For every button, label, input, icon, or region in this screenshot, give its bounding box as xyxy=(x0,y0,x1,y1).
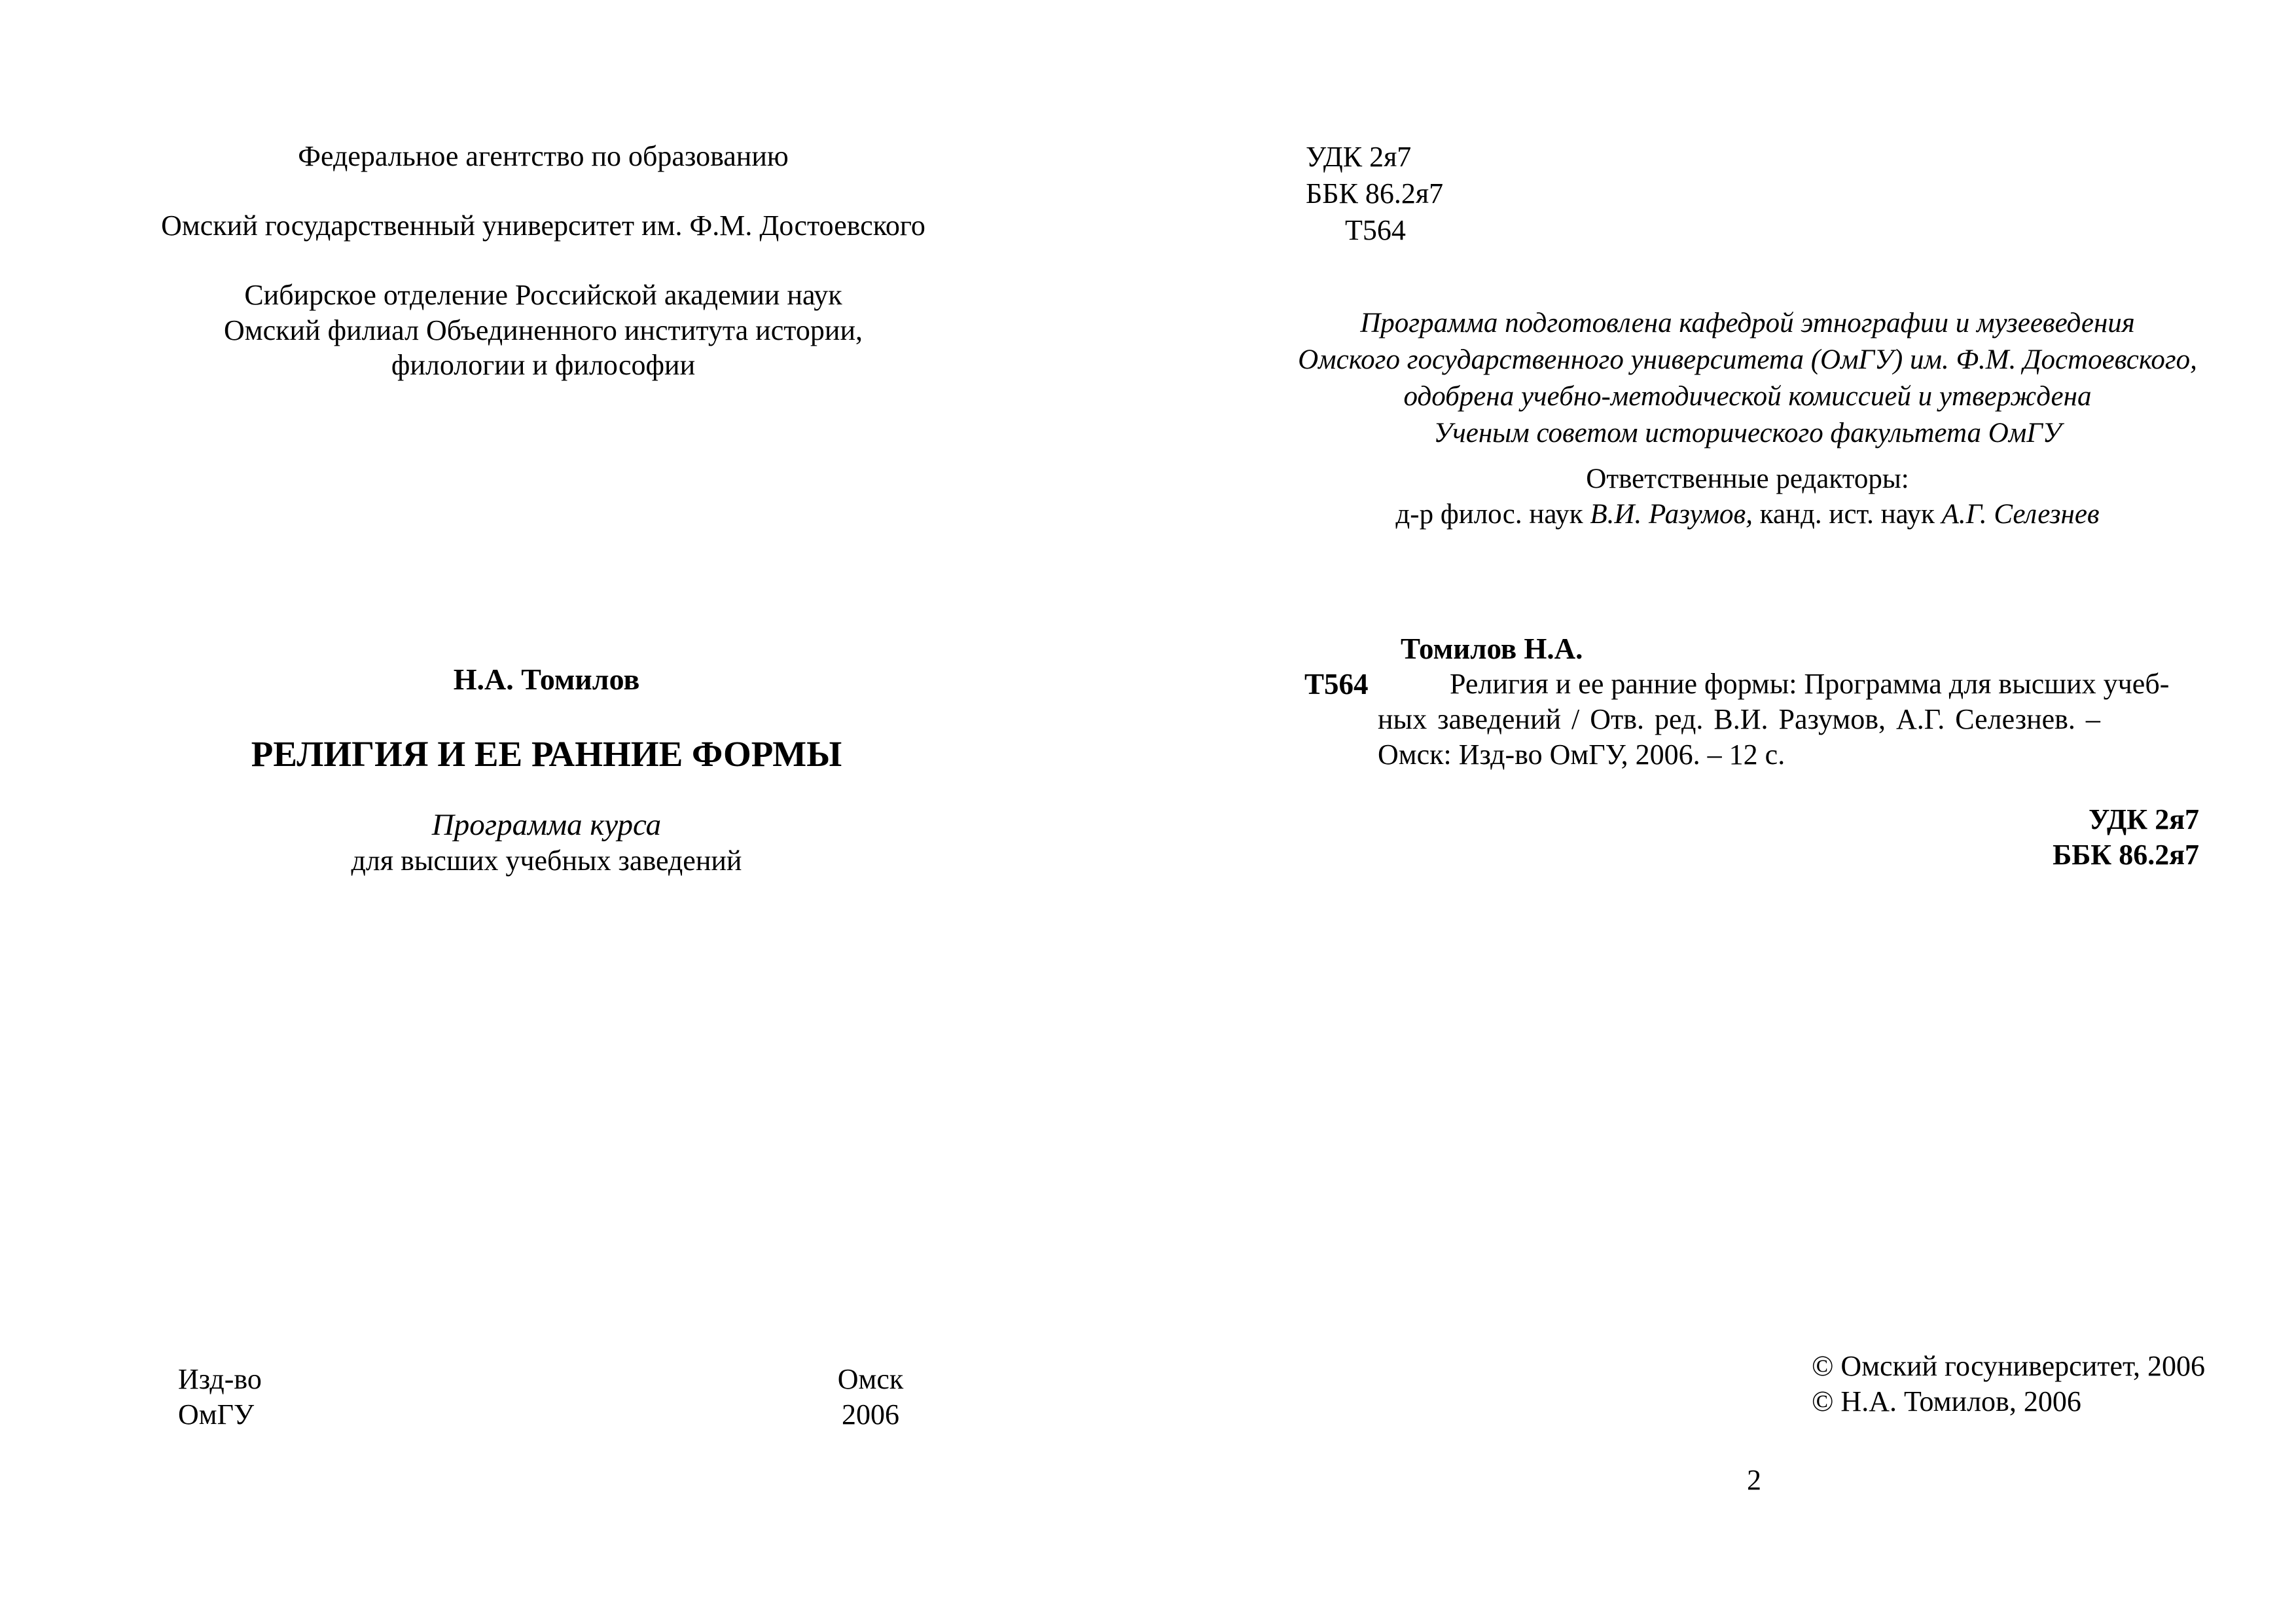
city: Омск xyxy=(837,1363,904,1395)
udk-code: УДК 2я7 xyxy=(1306,141,1412,173)
publisher-line: Изд-во xyxy=(178,1363,262,1395)
udk-code-bottom: УДК 2я7 xyxy=(2089,803,2199,835)
siberian-branch-line: Омский филиал Объединенного института истории, xyxy=(223,314,863,346)
catalog-line-2: ных заведений / Отв. ред. В.И. Разумов, А.Г. Селезнев. – xyxy=(1378,703,2100,735)
editor-degree-1: д-р филос. наук xyxy=(1395,499,1590,530)
author-mark: Т564 xyxy=(1345,214,1406,246)
author-name: Н.А. Томилов xyxy=(453,663,640,696)
catalog-author: Томилов Н.А. xyxy=(1401,632,1583,665)
subtitle-italic: Программа курса xyxy=(431,808,662,842)
editor-name-2: А.Г. Селезнев xyxy=(1941,499,2100,530)
catalog-code: Т564 xyxy=(1304,668,1369,701)
catalog-line-1: Религия и ее ранние формы: Программа для высших учеб- xyxy=(1450,668,2170,700)
editor-degree-2: канд. ист. наук xyxy=(1752,499,1942,530)
subtitle-plain: для высших учебных заведений xyxy=(351,845,742,877)
catalog-line-3: Омск: Изд-во ОмГУ, 2006. – 12 с. xyxy=(1378,739,1785,771)
prepared-by-line: Омского государственного университета (ОмГУ) им. Ф.М. Достоевского, xyxy=(1298,344,2197,375)
agency-line: Федеральное агентство по образованию xyxy=(298,140,789,172)
university-line: Омский государственный университет им. Ф.М. Достоевского xyxy=(161,210,925,242)
siberian-branch-line: филологии и философии xyxy=(391,349,696,382)
bbk-code: ББК 86.2я7 xyxy=(1306,177,1444,210)
book-title: РЕЛИГИЯ И ЕЕ РАННИЕ ФОРМЫ xyxy=(251,734,842,774)
editors-heading: Ответственные редакторы: xyxy=(1586,464,1909,494)
year: 2006 xyxy=(842,1398,899,1431)
page-number: 2 xyxy=(1747,1464,1761,1496)
city-year-block xyxy=(805,1362,936,1432)
prepared-by-block xyxy=(1296,305,2199,452)
editor-name-1: В.И. Разумов, xyxy=(1590,499,1753,530)
codes-bottom-block xyxy=(1898,802,2199,873)
copyright-block xyxy=(1812,1349,2205,1419)
siberian-branch-block xyxy=(0,278,1086,383)
prepared-by-line: Ученым советом исторического факультета ОмГУ xyxy=(1433,418,2062,448)
prepared-by-line: одобрена учебно-методической комиссией и утверждена xyxy=(1403,381,2092,412)
siberian-branch-line: Сибирское отделение Российской академии наук xyxy=(244,279,842,311)
publisher-block xyxy=(178,1362,262,1432)
publisher-line: ОмГУ xyxy=(178,1398,255,1431)
copyright-line: © Н.А. Томилов, 2006 xyxy=(1812,1385,2081,1417)
copyright-line: © Омский госуниверситет, 2006 xyxy=(1812,1350,2205,1382)
editors-line xyxy=(1296,498,2199,532)
bbk-code-bottom: ББК 86.2я7 xyxy=(2053,839,2199,871)
prepared-by-line: Программа подготовлена кафедрой этнографии и музееведения xyxy=(1360,308,2135,338)
codes-top-block xyxy=(1306,139,1443,249)
